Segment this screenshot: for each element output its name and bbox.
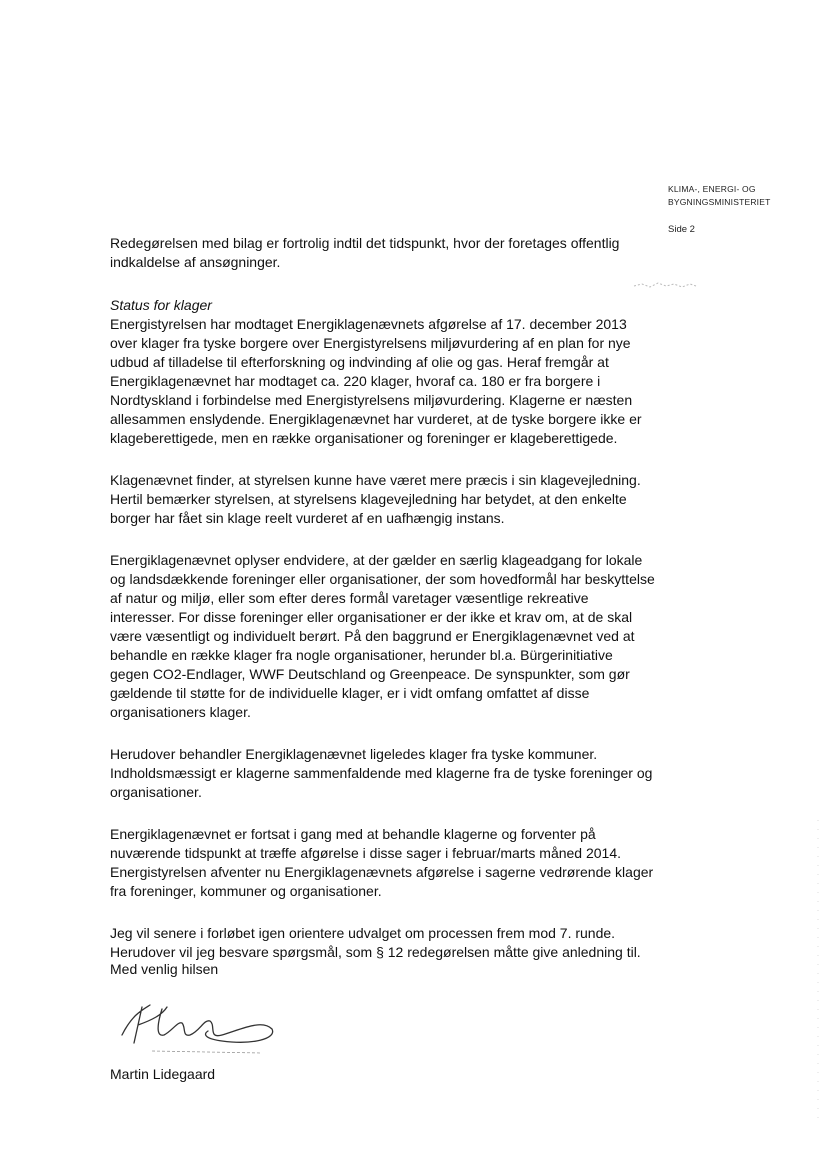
paragraph-4: Herudover behandler Energiklagenævnet ligeledes klager fra tyske kommuner. Indholdsmæssigt er klagerne sammenfaldende med klagerne fra de tyske foreninger og organisationer.	[110, 746, 653, 800]
scan-edge-marks	[815, 820, 821, 1120]
paragraph-1: Energistyrelsen har modtaget Energiklagenævnets afgørelse af 17. december 2013 over klager fra tyske borgere over Energistyrelsens miljøvurdering af en plan for nye udbud af tilladelse til efterforskning og indvinding af olie og gas. Heraf fremgår at Energiklagenævnet har modtaget ca. 220 klager, hvoraf ca. 180 er fra borgere i Nordtyskland i forbindelse med Energistyrelsens miljøvurdering. Klagerne er næsten allesammen enslydende. Energiklagenævnet har vurderet, at de tyske borgere ikke er klageberettigede, men en række organisationer og foreninger er klageberettigede.	[110, 316, 642, 446]
letter-body	[110, 234, 655, 985]
ministry-name	[668, 183, 771, 209]
signer-name: Martin Lidegaard	[110, 1066, 216, 1082]
status-section	[110, 296, 655, 448]
section-heading: Status for klager	[110, 297, 212, 313]
page-number: Side 2	[668, 224, 695, 235]
ministry-line-2: BYGNINGSMINISTERIET	[668, 197, 771, 207]
paragraph-6: Jeg vil senere i forløbet igen orientere udvalget om processen frem mod 7. runde. Herudover vil jeg besvare spørgsmål, som § 12 redegørelsen måtte give anledning til.	[110, 925, 641, 960]
handwritten-signature	[112, 995, 282, 1060]
ministry-line-1: KLIMA-, ENERGI- OG	[668, 184, 756, 194]
intro-paragraph: Redegørelsen med bilag er fortrolig indtil det tidspunkt, hvor der foretages offentlig indkaldelse af ansøgninger.	[110, 235, 620, 270]
closing-salutation: Med venlig hilsen	[110, 961, 219, 977]
paragraph-3: Energiklagenævnet oplyser endvidere, at der gælder en særlig klageadgang for lokale og landsdækkende foreninger eller organisationer, der som hovedformål har beskyttelse af natur og miljø, eller som efter deres formål varetager væsentlige rekreative interesser. For disse foreninger eller organisationer er der ikke et krav om, at de skal være væsentligt og individuelt berørt. På den baggrund er Energiklagenævnet ved at behandle en række klager fra nogle organisationer, herunder bl.a. Bürgerinitiative gegen CO2-Endlager, WWF Deutschland og Greenpeace. De synspunkter, som gør gældende til støtte for de individuelle klager, er i vidt omfang omfattet af disse organisationers klager.	[110, 552, 655, 720]
paragraph-5: Energiklagenævnet er fortsat i gang med at behandle klagerne og forventer på nuværende tidspunkt at træffe afgørelse i disse sager i februar/marts måned 2014. Energistyrelsen afventer nu Energiklagenævnets afgørelse i sagerne vedrørende klager fra foreninger, kommuner og organisationer.	[110, 826, 654, 899]
paragraph-2: Klagenævnet finder, at styrelsen kunne have været mere præcis i sin klagevejledning. Hertil bemærker styrelsen, at styrelsens klagevejledning har betydet, at den enkelte borger har fået sin klage reelt vurderet af en uafhængig instans.	[110, 472, 641, 526]
